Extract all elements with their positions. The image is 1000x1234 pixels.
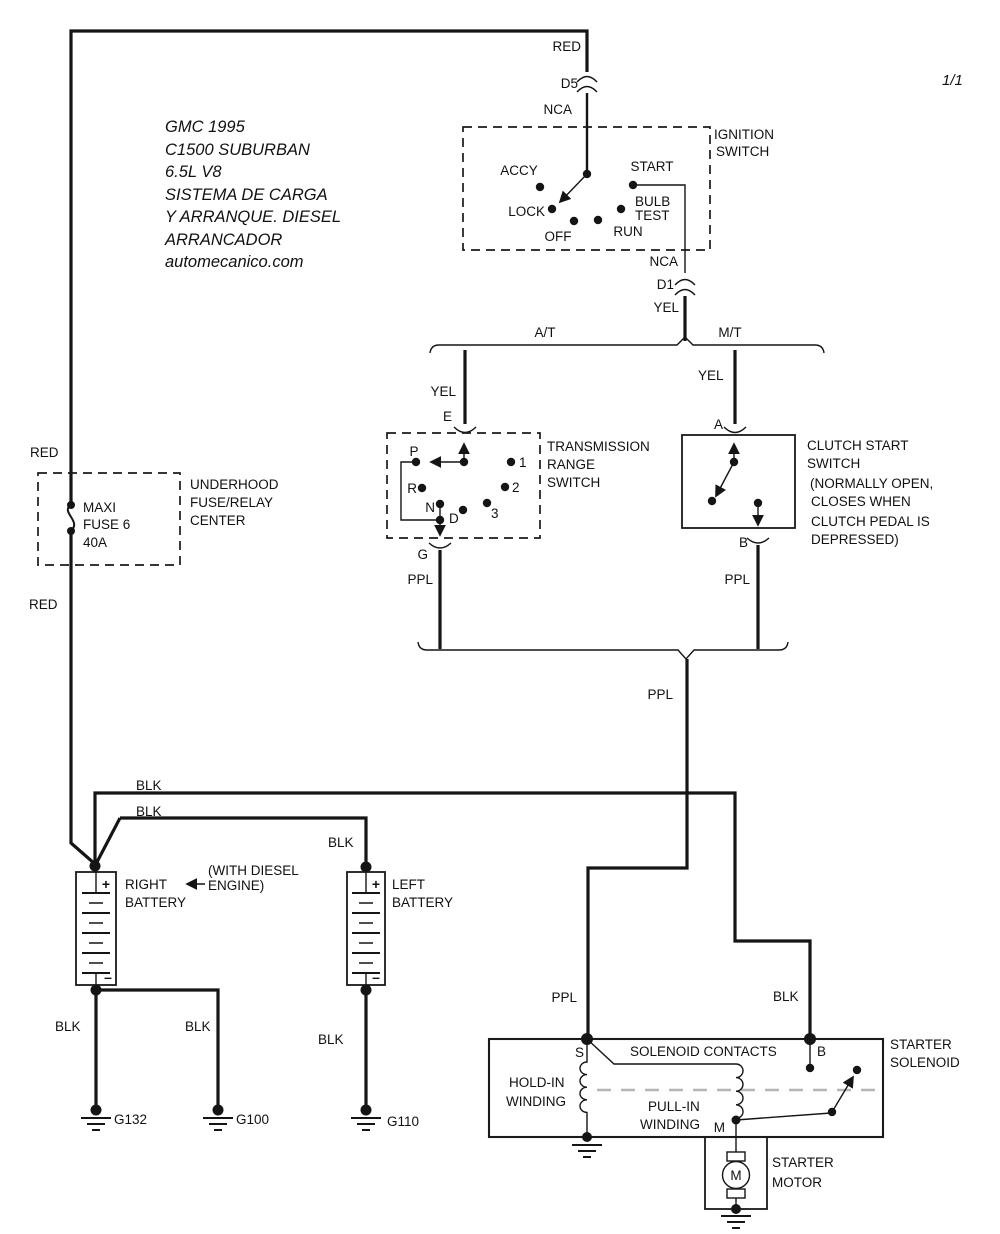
blk-ground-wires-right-battery [96, 987, 218, 1110]
left-battery-plus: + [371, 876, 381, 892]
title-line-6: ARRANCADOR [165, 231, 283, 249]
left-battery-pos-junction [361, 862, 372, 873]
blk-label-g100: BLK [185, 1019, 211, 1034]
title-line-1: GMC 1995 [165, 118, 245, 136]
g110-label: G110 [387, 1114, 420, 1129]
fuse-top-contact [67, 501, 75, 509]
yel-label-at: YEL [430, 384, 456, 399]
trs-p-label: P [409, 444, 419, 459]
blk-solenoid-wire [95, 793, 810, 1039]
nca-label-bottom: NCA [649, 254, 678, 269]
fuse-bottom-contact [67, 527, 75, 535]
red-label-upper: RED [30, 445, 59, 460]
mt-branch-label: M/T [718, 325, 742, 340]
g100-ground-icon [203, 1118, 233, 1130]
connector-d5-label: D5 [560, 76, 578, 91]
terminal-b2-label: B [817, 1044, 827, 1059]
trs-3-label: 3 [491, 506, 499, 521]
ignition-switch [463, 127, 774, 273]
blk-label-2: BLK [136, 804, 162, 819]
hold-in-ground-dot [582, 1132, 592, 1142]
clutch-start-switch-box [682, 435, 795, 528]
feed-labels [543, 39, 962, 117]
ppl-label-main: PPL [647, 687, 673, 702]
blk-label-solenoid: BLK [773, 989, 799, 1004]
trs-label-2: RANGE [547, 457, 596, 472]
ppl-label-g: PPL [407, 572, 433, 587]
connector-d1-icon [675, 280, 695, 296]
ppl-label-solenoid: PPL [551, 990, 577, 1005]
battery-wire-labels [136, 778, 354, 850]
contact-bar-wire [736, 1113, 831, 1120]
g132-ground-icon [81, 1118, 111, 1130]
blk-label-1: BLK [136, 778, 162, 793]
starter-solenoid-label-2: SOLENOID [890, 1055, 960, 1070]
trs-n-label: N [425, 500, 435, 515]
trs-1-label: 1 [519, 455, 527, 470]
terminal-a-label: A [713, 417, 723, 432]
solenoid-contacts-label: SOLENOID CONTACTS [630, 1044, 777, 1059]
ignition-accy-label: ACCY [500, 163, 538, 178]
yel-label-main: YEL [653, 300, 679, 315]
left-battery-long-plates [352, 893, 380, 973]
title-line-7: automecanico.com [165, 253, 304, 271]
right-battery [76, 861, 299, 996]
pull-in-winding-coil [736, 1064, 743, 1120]
ignition-run-contact [594, 216, 602, 224]
ignition-run-label: RUN [613, 224, 643, 239]
split-brace [430, 337, 824, 353]
red-feed-wire [71, 31, 587, 864]
css-label-4: CLOSES WHEN [811, 494, 911, 509]
ignition-lever [560, 174, 587, 202]
connector-a-cup [724, 427, 746, 433]
ignition-off-contact [570, 217, 578, 225]
left-battery-neg-junction [361, 985, 372, 996]
trs-2-contact [501, 483, 509, 491]
css-label-1: CLUTCH START [807, 438, 909, 453]
fuse-label-3: 40A [83, 535, 108, 550]
left-battery-label-2: BATTERY [392, 895, 454, 910]
g110-ground-dot [361, 1105, 372, 1116]
fuse-label-2: FUSE 6 [83, 517, 131, 532]
blk-label-g110: BLK [318, 1032, 344, 1047]
nca-label-top: NCA [543, 102, 572, 117]
motor-symbol: M [730, 1168, 742, 1183]
motor-ground-icon [721, 1216, 751, 1228]
left-battery [347, 862, 453, 996]
css-label-2: SWITCH [807, 456, 861, 471]
fuse-center-label-1: UNDERHOOD [190, 477, 279, 492]
blk-battery-link-wire [97, 818, 366, 868]
diesel-note-line-2: ENGINE) [208, 878, 265, 893]
left-battery-minus: – [372, 969, 380, 985]
trs-d-label: D [449, 511, 459, 526]
pull-in-label-2: WINDING [640, 1117, 700, 1132]
motor-ground-dot [731, 1204, 741, 1214]
starter-solenoid-label-1: STARTER [890, 1037, 952, 1052]
d1-connector-group [649, 254, 695, 315]
fuse-center-label-3: CENTER [190, 513, 246, 528]
clutch-start-switch [682, 435, 933, 587]
fuse-center-label-2: FUSE/RELAY [190, 495, 274, 510]
ppl-main-wire [588, 659, 687, 1039]
terminal-g-label: G [417, 547, 428, 562]
css-label-5: CLUTCH PEDAL IS [811, 514, 930, 529]
title-line-5: Y ARRANQUE. DIESEL [165, 208, 342, 226]
css-label-3: (NORMALLY OPEN, [810, 476, 934, 491]
right-battery-minus: – [104, 969, 112, 985]
blk-label-g132: BLK [55, 1019, 81, 1034]
b-contact-dot [806, 1064, 814, 1072]
hold-in-ground-icon [572, 1145, 602, 1157]
ignition-test-label: TEST [635, 208, 670, 223]
trs-2-label: 2 [512, 480, 520, 495]
ignition-lock-contact [548, 205, 556, 213]
contact-lever [832, 1077, 853, 1112]
ignition-off-label: OFF [544, 229, 572, 244]
at-branch-label: A/T [534, 325, 556, 340]
g110-ground-icon [351, 1118, 381, 1130]
connector-b-cup [747, 538, 769, 543]
blk-label-3: BLK [328, 835, 354, 850]
trs-r-contact [418, 484, 426, 492]
ignition-bulb-label: BULB [635, 194, 671, 209]
page-number: 1/1 [942, 72, 963, 89]
underhood-fuse-relay-center [29, 445, 279, 612]
css-lever [716, 462, 734, 496]
yel-label-mt: YEL [698, 368, 724, 383]
g132-ground-dot [91, 1105, 102, 1116]
red-wire-label-top: RED [552, 39, 581, 54]
contact-lever-end-dot [853, 1066, 861, 1074]
right-battery-neg-junction [91, 985, 102, 996]
terminal-e-label: E [442, 409, 452, 424]
title-line-3: 6.5L V8 [165, 163, 222, 181]
trs-r-label: R [407, 481, 417, 496]
ignition-switch-label-1: IGNITION [714, 127, 774, 142]
trs-label-1: TRANSMISSION [547, 439, 650, 454]
right-battery-plus: + [101, 876, 111, 892]
hold-in-label-2: WINDING [506, 1094, 566, 1109]
terminal-m-label: M [713, 1120, 725, 1135]
connector-g-cup [429, 543, 451, 548]
trs-label-3: SWITCH [547, 475, 601, 490]
transmission-range-switch [387, 433, 650, 587]
motor-top-terminal [727, 1152, 745, 1161]
transmission-split [430, 325, 824, 433]
ignition-lock-label: LOCK [508, 204, 545, 219]
starter-motor-label-2: MOTOR [772, 1175, 822, 1190]
terminal-b-label: B [738, 535, 748, 550]
merge-brace [418, 642, 788, 659]
right-battery-label-1: RIGHT [125, 877, 167, 892]
hold-in-label-1: HOLD-IN [509, 1075, 565, 1090]
trs-d-contact [459, 506, 467, 514]
starter-motor-label-1: STARTER [772, 1155, 834, 1170]
trs-3-contact [483, 499, 491, 507]
pull-in-label-1: PULL-IN [648, 1099, 700, 1114]
g100-label: G100 [236, 1112, 270, 1127]
ignition-bulbtest-contact [617, 205, 625, 213]
g100-ground-dot [213, 1105, 224, 1116]
connector-e-cup [454, 427, 476, 433]
title-line-2: C1500 SUBURBAN [165, 141, 310, 159]
connector-d1-label: D1 [656, 277, 674, 292]
red-label-lower: RED [29, 597, 58, 612]
ignition-accy-contact [536, 183, 544, 191]
diesel-note-line-1: (WITH DIESEL [208, 863, 299, 878]
right-battery-label-2: BATTERY [125, 895, 187, 910]
right-battery-pos-junction [90, 861, 101, 872]
title-line-4: SISTEMA DE CARGA [165, 186, 328, 204]
css-lower-contact [708, 497, 716, 505]
ignition-start-label: START [630, 159, 674, 174]
motor-bottom-terminal [727, 1189, 745, 1198]
terminal-s-label: S [574, 1045, 584, 1060]
ppl-label-b: PPL [724, 572, 750, 587]
trs-common-contact [460, 458, 468, 466]
left-battery-label-1: LEFT [392, 877, 426, 892]
ignition-switch-label-2: SWITCH [716, 144, 770, 159]
title-block [164, 118, 341, 271]
right-battery-long-plates [82, 893, 110, 973]
fuse-label-1: MAXI [83, 500, 117, 515]
connector-d5-icon [577, 77, 597, 93]
trs-1-contact [507, 458, 515, 466]
ppl-merge [418, 642, 788, 702]
g132-label: G132 [114, 1112, 148, 1127]
css-label-6: DEPRESSED) [811, 532, 899, 547]
starter-solenoid [489, 989, 960, 1157]
